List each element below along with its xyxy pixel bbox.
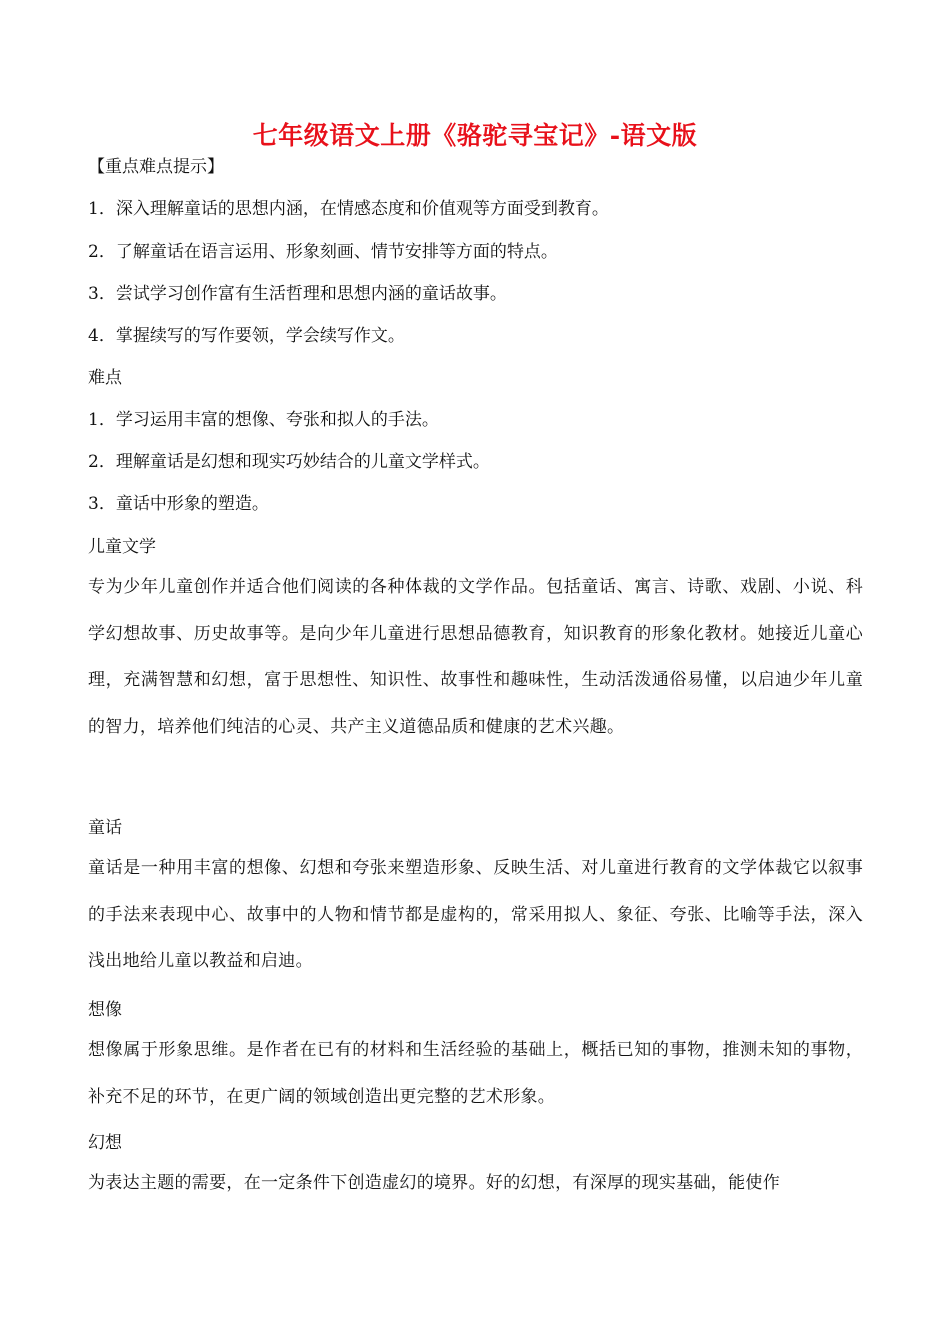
key-point-item: 2．了解童话在语言运用、形象刻画、情节安排等方面的特点。 <box>88 242 558 262</box>
difficulty-heading: 难点 <box>88 368 122 388</box>
section-heading-childrens-literature: 儿童文学 <box>88 537 156 557</box>
section-heading-fantasy: 幻想 <box>88 1133 122 1153</box>
key-points-heading: 【重点难点提示】 <box>88 157 224 177</box>
section-heading-fairy-tale: 童话 <box>88 818 122 838</box>
section-body-fantasy: 为表达主题的需要，在一定条件下创造虚幻的境界。好的幻想，有深厚的现实基础，能使作 <box>88 1173 780 1193</box>
section-body-childrens-literature: 专为少年儿童创作并适合他们阅读的各种体裁的文学作品。包括童话、寓言、诗歌、戏剧、小说、科学幻想故事、历史故事等。是向少年儿童进行思想品德教育，知识教育的形象化教材。她接近儿童心理，充满智慧和幻想，富于思想性、知识性、故事性和趣味性，生动活泼通俗易懂，以启迪少年儿童的智力，培养他们纯洁的心灵、共产主义道德品质和健康的艺术兴趣。 <box>88 577 863 737</box>
difficulty-item: 2．理解童话是幻想和现实巧妙结合的儿童文学样式。 <box>88 452 490 472</box>
section-heading-imagination: 想像 <box>88 1000 122 1020</box>
document-title: 七年级语文上册《骆驼寻宝记》-语文版 <box>252 121 698 150</box>
difficulty-item: 1．学习运用丰富的想像、夸张和拟人的手法。 <box>88 410 439 430</box>
difficulty-item: 3．童话中形象的塑造。 <box>88 494 269 514</box>
key-point-item: 4．掌握续写的写作要领，学会续写作文。 <box>88 326 405 346</box>
section-body-fairy-tale: 童话是一种用丰富的想像、幻想和夸张来塑造形象、反映生活、对儿童进行教育的文学体裁它以叙事的手法来表现中心、故事中的人物和情节都是虚构的，常采用拟人、象征、夸张、比喻等手法，深入浅出地给儿童以教益和启迪。 <box>88 858 863 971</box>
section-body-imagination: 想像属于形象思维。是作者在已有的材料和生活经验的基础上，概括已知的事物，推测未知的事物，补充不足的环节，在更广阔的领域创造出更完整的艺术形象。 <box>88 1040 863 1107</box>
key-point-item: 3．尝试学习创作富有生活哲理和思想内涵的童话故事。 <box>88 284 507 304</box>
key-point-item: 1．深入理解童话的思想内涵，在情感态度和价值观等方面受到教育。 <box>88 199 609 219</box>
